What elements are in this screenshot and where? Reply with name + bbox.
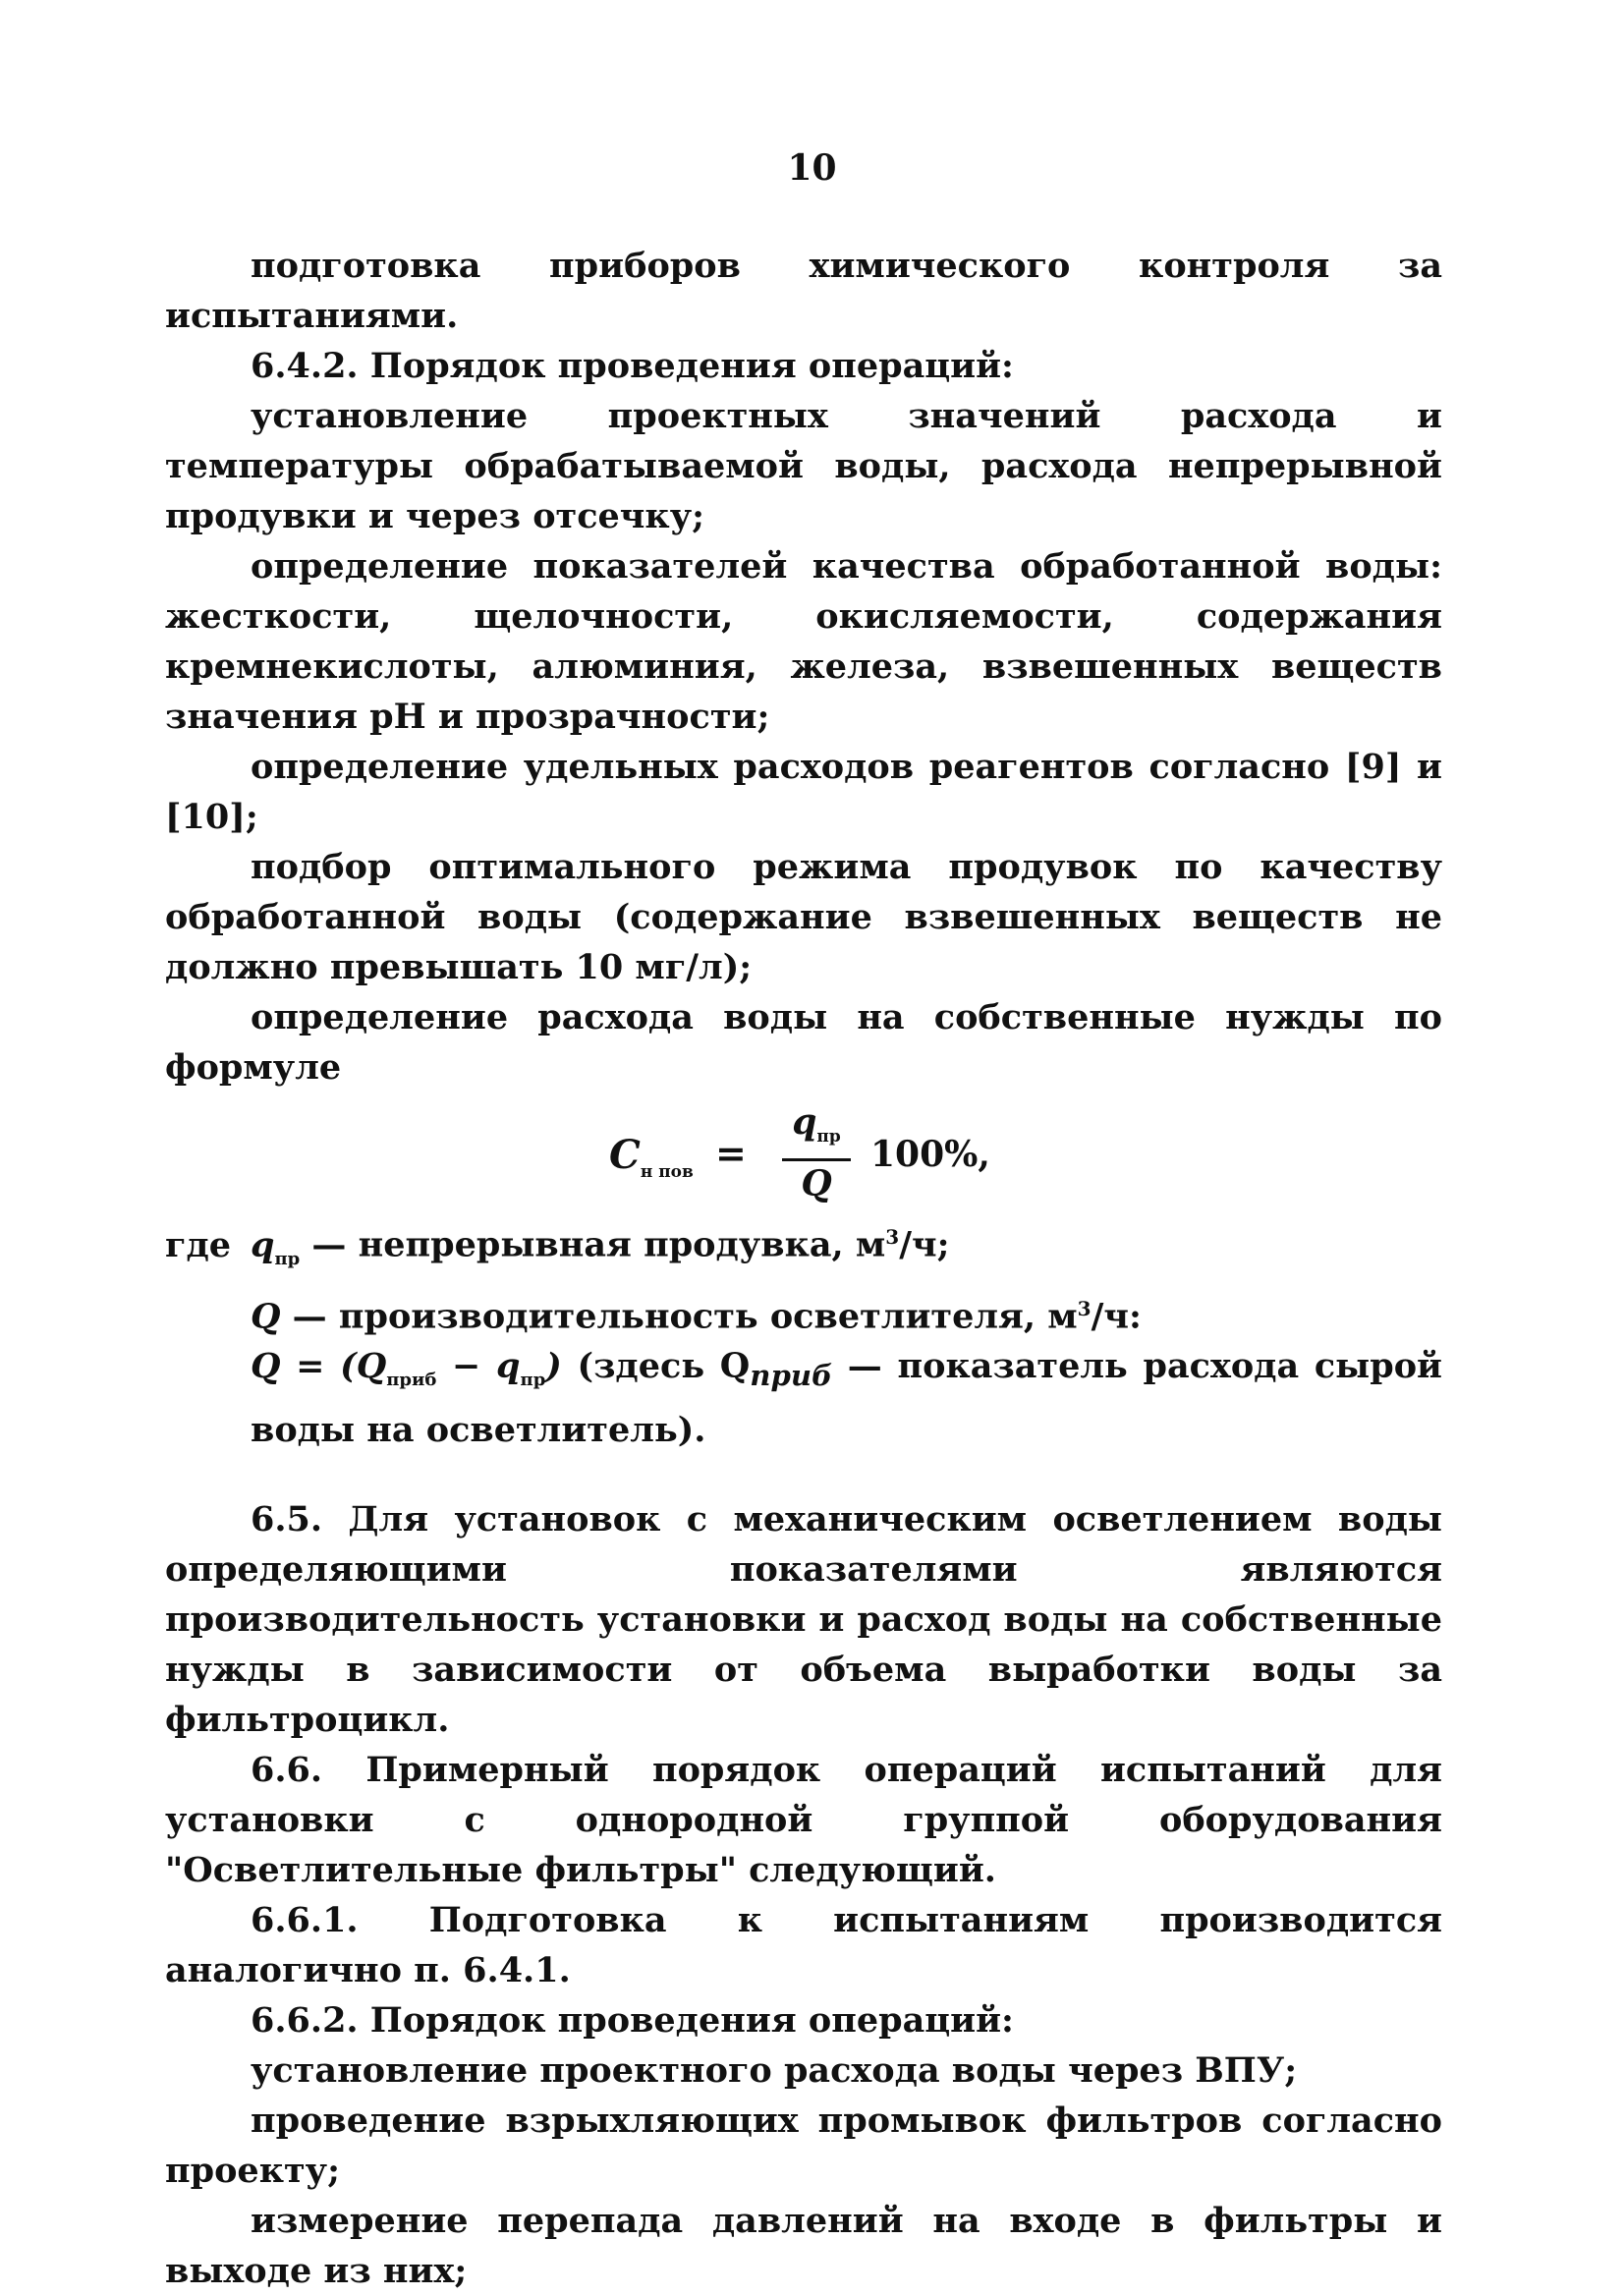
page-number: 10 [787, 147, 837, 189]
paragraph-blowdown-mode: подбор оптимального режима продувок по качеству обработанной воды (содержание взвешенных веществ не должно превышать 10 мг/л); [165, 847, 1442, 987]
paragraph-design-flow: установление проектного расхода воды через ВПУ; [251, 2050, 1298, 2092]
section-6-5: 6.5. Для установок с механическим осветлением воды определяющими показателями являются производительность установки и расход воды на собственные нужды в зависимости от объема выработки воды за фильтроцикл. [165, 1499, 1442, 1741]
paragraph-quality-indicators: определение показателей качества обработанной воды: жесткости, щелочности, окисляемости, содержания кремнекислоты, алюминия, железа, взвешенных веществ значения pH и прозрачности; [165, 546, 1442, 737]
paragraph-lab-prep: подготовка приборов химического контроля за испытаниями. [165, 246, 1442, 336]
page-body [165, 241, 1442, 2296]
paragraph-own-needs-formula: определение расхода воды на собственные нужды по формуле [165, 997, 1442, 1088]
own-needs-formula [165, 1100, 1442, 1210]
heading-6-6-2: 6.6.2. Порядок проведения операций: [251, 2000, 1014, 2042]
definition-Q-capacity: Q — производительность осветлителя, $м^3/ч$: [251, 1296, 1142, 1337]
formula-percent: 100%, [870, 1134, 990, 1175]
formula-denominator: Q [801, 1163, 832, 1205]
paragraph-loosening-washes: проведение взрыхляющих промывок фильтров согласно проекту; [165, 2100, 1442, 2192]
paragraph-pressure-drop: измерение перепада давлений на входе в фильтры и выходе из них; [165, 2201, 1442, 2292]
paragraph-reagent-consumption: определение удельных расходов реагентов согласно [9] и [10]; [165, 747, 1442, 837]
formula-definitions [165, 1212, 1442, 1455]
heading-6-4-2: 6.4.2. Порядок проведения операций: [251, 346, 1014, 386]
formula-lhs: $C_{н пов}$ [609, 1132, 694, 1182]
paragraph-design-values: установление проектных значений расхода и температуры обрабатываемой воды, расхода непрерывной продувки и через отсечку; [165, 396, 1442, 536]
section-6-6: 6.6. Примерный порядок операций испытаний для установки с однородной группой оборудования "Осветлительные фильтры" следующий. [165, 1750, 1442, 1891]
formula-fraction [782, 1100, 851, 1206]
definition-Q-expression: $Q = (Q_{приб} - q_{пр})$ (здесь $Q_{приб}$ — показатель расхода сырой воды на осветлитель). [251, 1346, 1443, 1451]
formula-equals: = [715, 1131, 747, 1175]
formula-numerator: $q_{пр}$ [792, 1101, 841, 1148]
section-6-6-1: 6.6.1. Подготовка к испытаниям производится аналогично п. 6.4.1. [165, 1900, 1442, 1991]
definition-q-blowdown: где $q_{пр}$ — непрерывная продувка, $м^3/ч$; [165, 1224, 950, 1269]
